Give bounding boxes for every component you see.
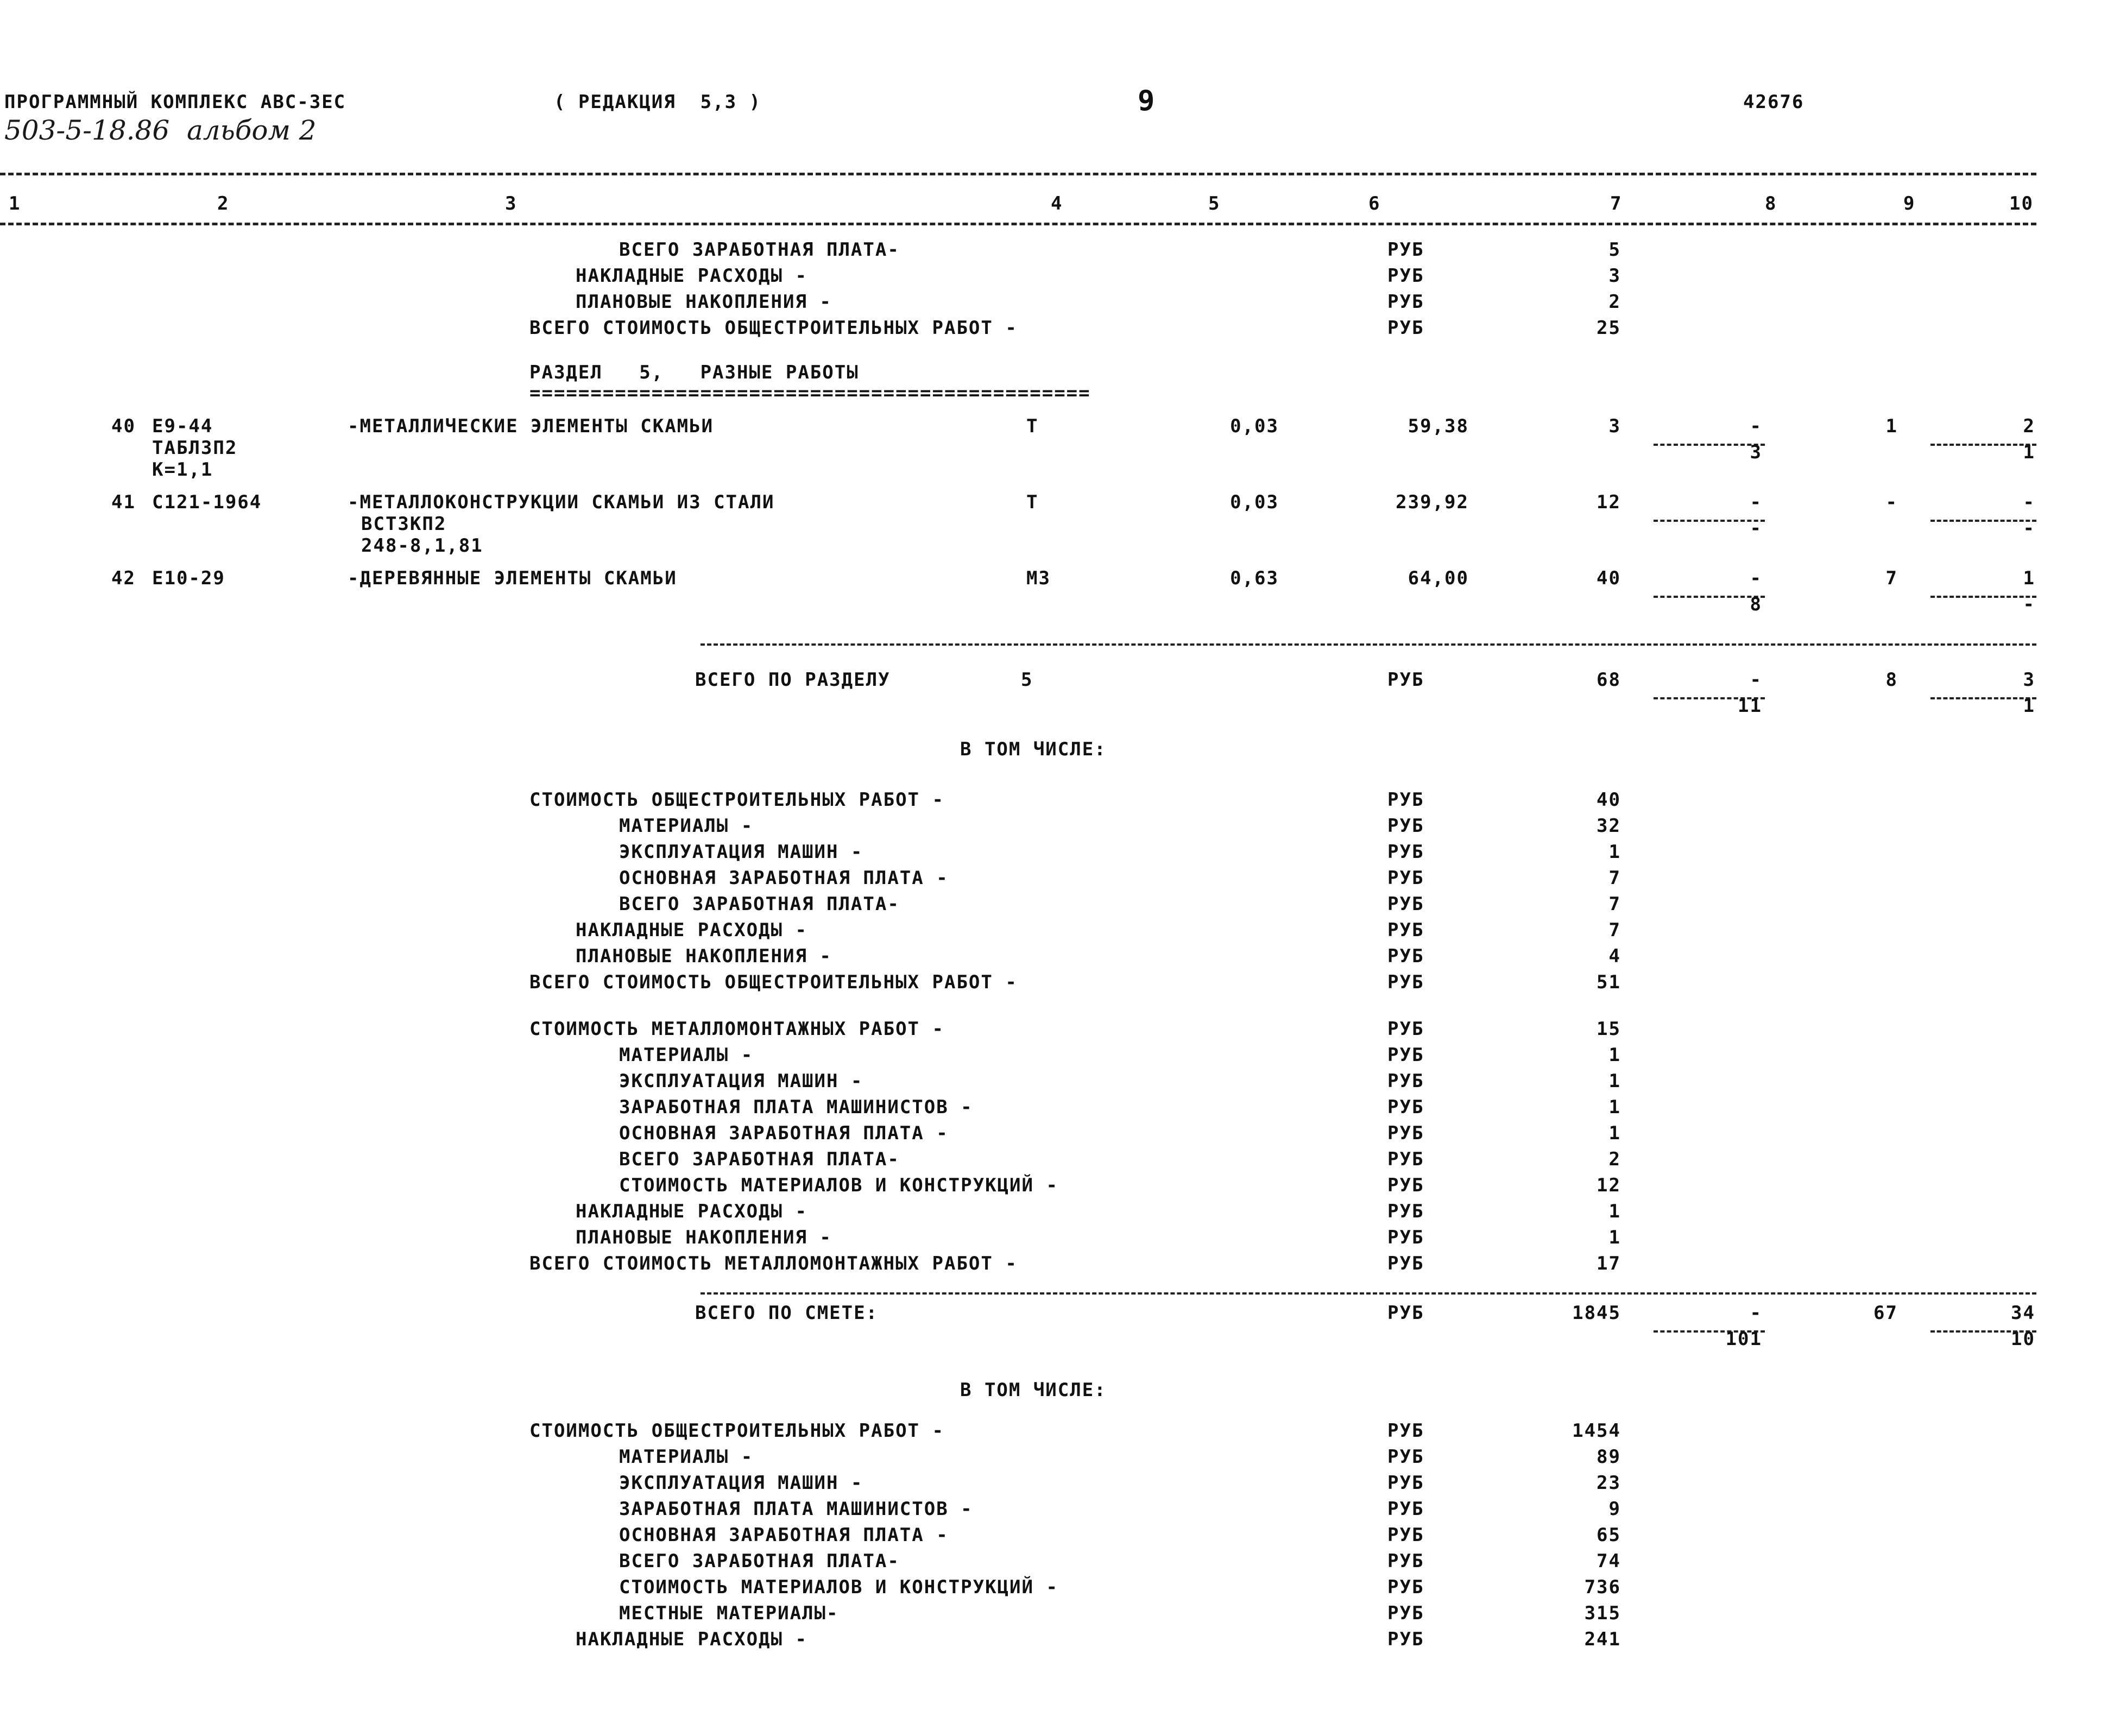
- summary-value: 51: [1597, 971, 1621, 993]
- summary-value: 9: [1608, 1498, 1621, 1520]
- summary-unit: РУБ: [1387, 1253, 1424, 1274]
- summary-unit: РУБ: [1387, 1628, 1424, 1650]
- summary-unit: РУБ: [1387, 919, 1424, 941]
- section-total-unit: РУБ: [1387, 669, 1424, 691]
- summary-unit: РУБ: [1387, 1420, 1424, 1442]
- summary-unit: РУБ: [1387, 1602, 1424, 1624]
- summary-label: ЗАРАБОТНАЯ ПЛАТА МАШИНИСТОВ -: [619, 1096, 973, 1118]
- item-col8-bottom: 8: [1750, 594, 1762, 615]
- summary-value: 32: [1597, 815, 1621, 837]
- summary-unit: РУБ: [1387, 1070, 1424, 1092]
- summary-unit: РУБ: [1387, 1524, 1424, 1546]
- item-unit-price: 64,00: [1408, 567, 1469, 589]
- summary-label: ВСЕГО ЗАРАБОТНАЯ ПЛАТА-: [619, 239, 900, 261]
- column-header-2: 2: [217, 193, 230, 214]
- summary-unit: РУБ: [1387, 239, 1424, 261]
- summary-value: 1: [1608, 1044, 1621, 1066]
- summary-label: МЕСТНЫЕ МАТЕРИАЛЫ-: [619, 1602, 839, 1624]
- summary-label: ЭКСПЛУАТАЦИЯ МАШИН -: [619, 1472, 863, 1494]
- section-title-underline: ==============================================: [529, 382, 1091, 404]
- estimate-total-col10-bottom: 10: [2011, 1328, 2035, 1350]
- summary-unit: РУБ: [1387, 841, 1424, 863]
- in-that-number-label-1: В ТОМ ЧИСЛЕ:: [960, 738, 1107, 760]
- summary-value: 23: [1597, 1472, 1621, 1494]
- summary-unit: РУБ: [1387, 1096, 1424, 1118]
- summary-value: 4: [1608, 945, 1621, 967]
- summary-unit: РУБ: [1387, 1148, 1424, 1170]
- item-total: 3: [1608, 415, 1621, 437]
- item-number: 42: [111, 567, 136, 589]
- summary-unit: РУБ: [1387, 265, 1424, 287]
- summary-unit: РУБ: [1387, 971, 1424, 993]
- summary-label: ПЛАНОВЫЕ НАКОПЛЕНИЯ -: [576, 945, 832, 967]
- estimate-total-col9: 67: [1873, 1302, 1898, 1324]
- item-col10-top: 2: [2023, 415, 2035, 437]
- section-total-label: ВСЕГО ПО РАЗДЕЛУ: [695, 669, 891, 691]
- item-total: 40: [1597, 567, 1621, 589]
- item-name: -ДЕРЕВЯННЫЕ ЭЛЕМЕНТЫ СКАМЬИ: [348, 567, 677, 589]
- section-total-value: 68: [1597, 669, 1621, 691]
- page-number: 9: [1138, 85, 1156, 117]
- column-header-3: 3: [505, 193, 518, 214]
- summary-value: 17: [1597, 1253, 1621, 1274]
- summary-unit: РУБ: [1387, 1446, 1424, 1468]
- rule-header-bottom: [0, 223, 2036, 225]
- summary-value: 2: [1608, 1148, 1621, 1170]
- summary-value: 5: [1608, 239, 1621, 261]
- summary-value: 241: [1584, 1628, 1621, 1650]
- summary-value: 1: [1608, 1227, 1621, 1248]
- summary-unit: РУБ: [1387, 1175, 1424, 1196]
- summary-value: 89: [1597, 1446, 1621, 1468]
- item-quantity: 0,03: [1230, 415, 1279, 437]
- summary-label: ОСНОВНАЯ ЗАРАБОТНАЯ ПЛАТА -: [619, 867, 949, 889]
- item-number: 41: [111, 491, 136, 513]
- summary-label: ВСЕГО ЗАРАБОТНАЯ ПЛАТА-: [619, 1148, 900, 1170]
- item-code: Е9-44: [152, 415, 213, 437]
- item-col9: 1: [1885, 415, 1898, 437]
- summary-label: МАТЕРИАЛЫ -: [619, 815, 754, 837]
- summary-value: 12: [1597, 1175, 1621, 1196]
- estimate-total-col10-top: 34: [2011, 1302, 2035, 1324]
- item-name: -МЕТАЛЛИЧЕСКИЕ ЭЛЕМЕНТЫ СКАМЬИ: [348, 415, 714, 437]
- rule-estimate-total: [701, 1292, 2036, 1295]
- column-header-10: 10: [2009, 193, 2034, 214]
- summary-value: 3: [1608, 265, 1621, 287]
- section-total-col9: 8: [1885, 669, 1898, 691]
- summary-label: ВСЕГО СТОИМОСТЬ МЕТАЛЛОМОНТАЖНЫХ РАБОТ -: [529, 1253, 1018, 1274]
- summary-label: ЭКСПЛУАТАЦИЯ МАШИН -: [619, 841, 863, 863]
- summary-value: 1: [1608, 1096, 1621, 1118]
- summary-label: ЭКСПЛУАТАЦИЯ МАШИН -: [619, 1070, 863, 1092]
- summary-label: НАКЛАДНЫЕ РАСХОДЫ -: [576, 1628, 807, 1650]
- handwritten-album-note: 503-5-18.86 альбом 2: [4, 115, 317, 146]
- summary-value: 315: [1584, 1602, 1621, 1624]
- item-name-steel-grade: ВСТ3КП2: [361, 513, 447, 535]
- summary-unit: РУБ: [1387, 1201, 1424, 1222]
- summary-label: ВСЕГО СТОИМОСТЬ ОБЩЕСТРОИТЕЛЬНЫХ РАБОТ -: [529, 971, 1018, 993]
- summary-label: МАТЕРИАЛЫ -: [619, 1044, 754, 1066]
- summary-unit: РУБ: [1387, 1018, 1424, 1040]
- item-unit-price: 59,38: [1408, 415, 1469, 437]
- summary-unit: РУБ: [1387, 789, 1424, 811]
- summary-unit: РУБ: [1387, 867, 1424, 889]
- estimate-total-unit: РУБ: [1387, 1302, 1424, 1324]
- summary-unit: РУБ: [1387, 945, 1424, 967]
- column-header-6: 6: [1368, 193, 1381, 214]
- summary-unit: РУБ: [1387, 1227, 1424, 1248]
- column-header-7: 7: [1610, 193, 1623, 214]
- estimate-total-label: ВСЕГО ПО СМЕТЕ:: [695, 1302, 879, 1324]
- edition-label: ( РЕДАКЦИЯ 5,3 ): [554, 91, 761, 113]
- summary-value: 74: [1597, 1550, 1621, 1572]
- item-col10-bottom: -: [2023, 517, 2035, 539]
- item-col10-top: 1: [2023, 567, 2035, 589]
- summary-unit: РУБ: [1387, 291, 1424, 313]
- column-header-5: 5: [1208, 193, 1221, 214]
- item-col8-bottom: 3: [1750, 441, 1762, 463]
- summary-value: 1454: [1572, 1420, 1621, 1442]
- program-title: ПРОГРАММНЫЙ КОМПЛЕКС АВС-ЗЕС: [4, 91, 346, 113]
- item-total: 12: [1597, 491, 1621, 513]
- summary-value: 40: [1597, 789, 1621, 811]
- summary-label: СТОИМОСТЬ ОБЩЕСТРОИТЕЛЬНЫХ РАБОТ -: [529, 1420, 944, 1442]
- summary-label: СТОИМОСТЬ МАТЕРИАЛОВ И КОНСТРУКЦИЙ -: [619, 1175, 1058, 1196]
- item-unit-price: 239,92: [1396, 491, 1469, 513]
- item-col9: -: [1885, 491, 1898, 513]
- column-header-4: 4: [1051, 193, 1063, 214]
- item-quantity: 0,03: [1230, 491, 1279, 513]
- item-col8-top: -: [1750, 567, 1762, 589]
- column-header-1: 1: [9, 193, 21, 214]
- summary-value: 1: [1608, 1070, 1621, 1092]
- summary-value: 25: [1597, 317, 1621, 339]
- item-quantity: 0,63: [1230, 567, 1279, 589]
- item-col8-top: -: [1750, 491, 1762, 513]
- summary-label: ОСНОВНАЯ ЗАРАБОТНАЯ ПЛАТА -: [619, 1122, 949, 1144]
- item-name-ref: 248-8,1,81: [361, 535, 483, 557]
- item-number: 40: [111, 415, 136, 437]
- column-header-8: 8: [1765, 193, 1777, 214]
- summary-unit: РУБ: [1387, 815, 1424, 837]
- section-total-col10-top: 3: [2023, 669, 2035, 691]
- item-code-table: ТАБЛ3П2: [152, 437, 238, 459]
- estimate-total-col8-top: -: [1750, 1302, 1762, 1324]
- item-code: Е10-29: [152, 567, 225, 589]
- summary-value: 65: [1597, 1524, 1621, 1546]
- item-col9: 7: [1885, 567, 1898, 589]
- summary-label: НАКЛАДНЫЕ РАСХОДЫ -: [576, 919, 807, 941]
- summary-unit: РУБ: [1387, 1044, 1424, 1066]
- item-col8-bottom: -: [1750, 517, 1762, 539]
- document-code: 42676: [1743, 91, 1804, 113]
- item-unit: М3: [1026, 567, 1051, 589]
- summary-unit: РУБ: [1387, 317, 1424, 339]
- summary-label: МАТЕРИАЛЫ -: [619, 1446, 754, 1468]
- summary-value: 7: [1608, 919, 1621, 941]
- item-col10-bottom: 1: [2023, 441, 2035, 463]
- summary-label: СТОИМОСТЬ ОБЩЕСТРОИТЕЛЬНЫХ РАБОТ -: [529, 789, 944, 811]
- summary-unit: РУБ: [1387, 1576, 1424, 1598]
- summary-value: 2: [1608, 291, 1621, 313]
- item-unit: Т: [1026, 491, 1039, 513]
- summary-label: ЗАРАБОТНАЯ ПЛАТА МАШИНИСТОВ -: [619, 1498, 973, 1520]
- summary-label: СТОИМОСТЬ МЕТАЛЛОМОНТАЖНЫХ РАБОТ -: [529, 1018, 944, 1040]
- section-total-col8-top: -: [1750, 669, 1762, 691]
- summary-label: ПЛАНОВЫЕ НАКОПЛЕНИЯ -: [576, 1227, 832, 1248]
- summary-label: ПЛАНОВЫЕ НАКОПЛЕНИЯ -: [576, 291, 832, 313]
- summary-label: НАКЛАДНЫЕ РАСХОДЫ -: [576, 1201, 807, 1222]
- summary-label: ВСЕГО СТОИМОСТЬ ОБЩЕСТРОИТЕЛЬНЫХ РАБОТ -: [529, 317, 1018, 339]
- summary-unit: РУБ: [1387, 1550, 1424, 1572]
- rule-section-total: [701, 643, 2036, 646]
- summary-value: 1: [1608, 1122, 1621, 1144]
- summary-value: 736: [1584, 1576, 1621, 1598]
- summary-value: 7: [1608, 867, 1621, 889]
- section-title: РАЗДЕЛ 5, РАЗНЫЕ РАБОТЫ: [529, 362, 859, 383]
- section-total-number: 5: [1021, 669, 1033, 691]
- summary-value: 1: [1608, 841, 1621, 863]
- summary-unit: РУБ: [1387, 1472, 1424, 1494]
- estimate-total-value: 1845: [1572, 1302, 1621, 1324]
- item-col8-top: -: [1750, 415, 1762, 437]
- item-unit: Т: [1026, 415, 1039, 437]
- summary-unit: РУБ: [1387, 1122, 1424, 1144]
- column-header-9: 9: [1903, 193, 1916, 214]
- item-col10-bottom: -: [2023, 594, 2035, 615]
- summary-label: ВСЕГО ЗАРАБОТНАЯ ПЛАТА-: [619, 1550, 900, 1572]
- summary-value: 1: [1608, 1201, 1621, 1222]
- summary-label: СТОИМОСТЬ МАТЕРИАЛОВ И КОНСТРУКЦИЙ -: [619, 1576, 1058, 1598]
- item-code-coef: К=1,1: [152, 459, 213, 481]
- estimate-total-col8-bottom: 101: [1725, 1328, 1762, 1350]
- summary-value: 7: [1608, 893, 1621, 915]
- item-code: С121-1964: [152, 491, 262, 513]
- summary-label: ВСЕГО ЗАРАБОТНАЯ ПЛАТА-: [619, 893, 900, 915]
- in-that-number-label-2: В ТОМ ЧИСЛЕ:: [960, 1379, 1107, 1401]
- item-name: -МЕТАЛЛОКОНСТРУКЦИИ СКАМЬИ ИЗ СТАЛИ: [348, 491, 775, 513]
- summary-unit: РУБ: [1387, 1498, 1424, 1520]
- item-col10-top: -: [2023, 491, 2035, 513]
- summary-label: НАКЛАДНЫЕ РАСХОДЫ -: [576, 265, 807, 287]
- section-total-col8-bottom: 11: [1738, 695, 1762, 717]
- summary-value: 15: [1597, 1018, 1621, 1040]
- section-total-col10-bottom: 1: [2023, 695, 2035, 717]
- summary-unit: РУБ: [1387, 893, 1424, 915]
- summary-label: ОСНОВНАЯ ЗАРАБОТНАЯ ПЛАТА -: [619, 1524, 949, 1546]
- rule-top: [0, 173, 2036, 175]
